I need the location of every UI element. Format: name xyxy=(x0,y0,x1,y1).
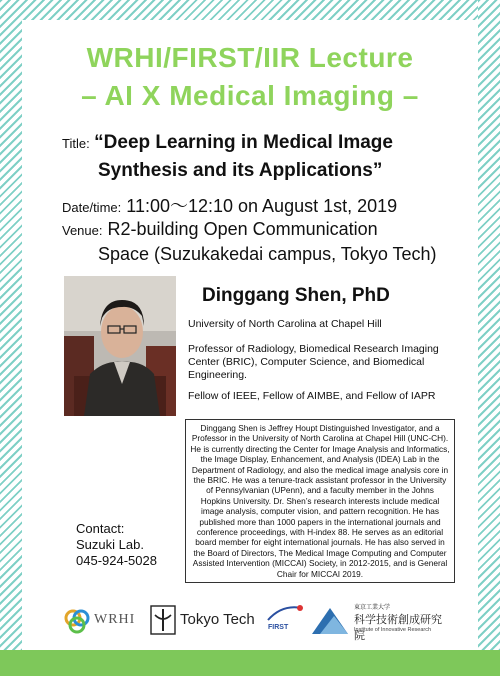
wrhi-rings-icon xyxy=(62,605,92,635)
first-logo xyxy=(264,602,306,638)
talk-title-block xyxy=(62,130,462,156)
contact-block xyxy=(76,521,157,569)
tokyo-tech-logo-text: Tokyo Tech xyxy=(180,611,255,628)
datetime-value: 11:00～12:10 on August 1st, 2019 xyxy=(126,196,398,216)
talk-title-line1: “Deep Learning in Medical Image xyxy=(94,132,393,153)
contact-org: Suzuki Lab. xyxy=(76,537,144,552)
iir-logo-english: Institute of Innovative Research xyxy=(354,627,432,633)
wrhi-logo-text: WRHI xyxy=(94,612,136,627)
iir-logo-japanese: 科学技術創成研究院 xyxy=(354,614,442,642)
bottom-green-bar xyxy=(0,650,500,676)
first-swoosh-icon xyxy=(264,602,306,624)
talk-title-label: Title: xyxy=(62,136,90,151)
tokyo-tech-logo xyxy=(150,602,262,638)
logo-bar xyxy=(62,602,442,642)
top-stripe-border xyxy=(0,0,500,20)
speaker-university: University of North Carolina at Chapel Hill xyxy=(188,318,382,330)
wrhi-logo xyxy=(62,602,142,638)
iir-logo xyxy=(310,602,448,642)
talk-title-line2: Synthesis and its Applications” xyxy=(98,160,383,181)
iir-logo-university: 東京工業大学 xyxy=(354,605,391,611)
tokyo-tech-emblem-icon xyxy=(150,605,176,635)
venue-line2: Space (Suzukakedai campus, Tokyo Tech) xyxy=(98,244,437,264)
datetime-row xyxy=(62,192,397,218)
venue-row xyxy=(62,219,378,240)
lecture-title: WRHI/FIRST/IIR Lecture xyxy=(86,42,414,73)
speaker-position: Professor of Radiology, Biomedical Research Imaging Center (BRIC), Computer Science, and Biomedical Engineering. xyxy=(188,343,439,381)
lecture-subtitle: – AI X Medical Imaging – xyxy=(81,80,419,111)
venue-line1: R2-building Open Communication xyxy=(107,219,378,239)
contact-label: Contact: xyxy=(76,521,125,536)
speaker-fellowships: Fellow of IEEE, Fellow of AIMBE, and Fellow of IAPR xyxy=(188,390,436,402)
datetime-label: Date/time: xyxy=(62,200,122,215)
speaker-photo xyxy=(64,276,176,416)
contact-phone: 045-924-5028 xyxy=(76,553,157,568)
first-logo-text: FIRST xyxy=(268,624,289,631)
speaker-name: Dinggang Shen, PhD xyxy=(202,285,390,306)
speaker-bio: Dinggang Shen is Jeffrey Houpt Distinguished Investigator, and a Professor in the University of North Carolina at Chapel Hill (UNC-CH). He is currently directing the Center for Image Analysis and Informatics, the Image Display, Enhancement, and Analysis (IDEA) Lab in the Department of Radiology, and also the medical image analysis core in the BRIC. He was a tenure-track assistant professor in the University of Pennsylvanian (UPenn), and a faculty member in the Johns Hopkins University. Dr. Shen’s research interests include medical image analysis, computer vision, and pattern recognition. He has published more than 1000 papers in the international journals and conference proceedings, with H-index 88. He serves as an editorial board member for eight international journals. He has also served in the Board of Directors, The Medical Image Computing and Computer Assisted Intervention (MICCAI) Society, in 2012-2015, and is General Chair for MICCAI 2019. xyxy=(185,419,455,583)
venue-label: Venue: xyxy=(62,223,103,238)
iir-emblem-icon xyxy=(310,604,350,636)
